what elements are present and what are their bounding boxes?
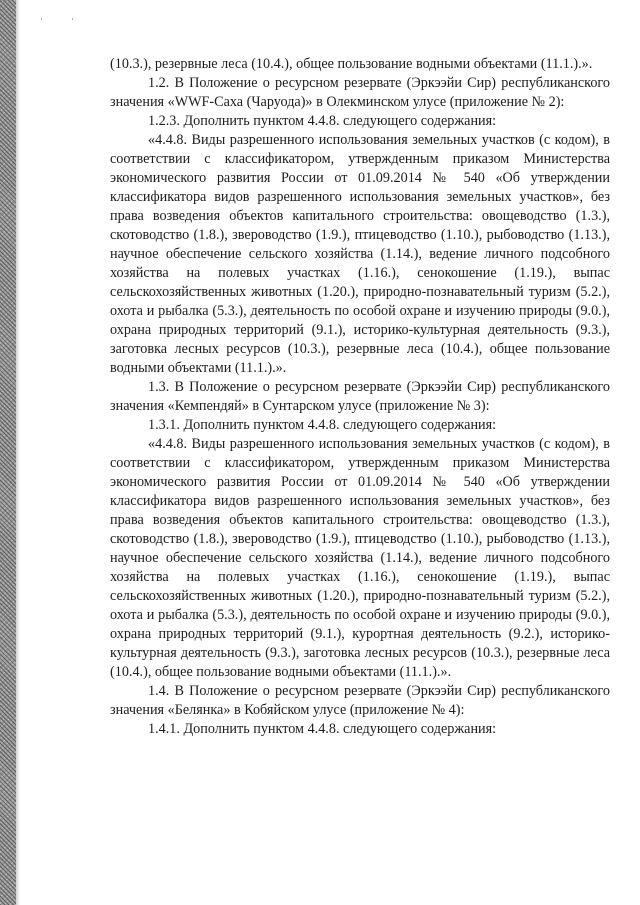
paragraph-item-1-3-1: 1.3.1. Дополнить пунктом 4.4.8. следующего содержания: [148, 417, 497, 433]
paragraph-item-1-2-3: 1.2.3. Дополнить пунктом 4.4.8. следующего содержания: [148, 113, 497, 129]
paragraph-item-1-4-1: 1.4.1. Дополнить пунктом 4.4.8. следующего содержания: [148, 721, 497, 737]
paragraph-item-1-3: 1.3. В Положение о ресурсном резервате (Эркээйи Сир) республиканского значения «Кемпендяй» в Сунтарском улусе (приложение № 3): [110, 379, 610, 414]
paragraph-quote-4-4-8-a: «4.4.8. Виды разрешенного использования земельных участков (с кодом), в соответствии с классификатором, утвержденным приказом Министерства экономического развития России от 01.09.2014 № 540 «Об утверждении классификатора видов разрешенного использования земельных участков», без права возведения объектов капитального строительства: овощеводство (1.3.), скотоводство (1.8.), звероводство (1.9.), птицеводство (1.10.), рыбоводство (1.13.), научное обеспечение сельского хозяйства (1.14.), ведение личного подсобного хозяйства на полевых участках (1.16.), сенокошение (1.19.), выпас сельскохозяйственных животных (1.20.), природно-познавательный туризм (5.2.), охота и рыбалка (5.3.), деятельность по особой охране и изучению природы (9.0.), охрана природных территорий (9.1.), историко-культурная деятельность (9.3.), заготовка лесных ресурсов (10.3.), резервные леса (10.4.), общее пользование водными объектами (11.1.).». [110, 132, 610, 376]
paragraph-item-1-2: 1.2. В Положение о ресурсном резервате (Эркээйи Сир) республиканского значения «WWF-Саха (Чаруода)» в Олекминском улусе (приложение № 2): [110, 75, 610, 110]
paragraph-quote-4-4-8-b: «4.4.8. Виды разрешенного использования земельных участков (с кодом), в соответствии с классификатором, утвержденным приказом Министерства экономического развития России от 01.09.2014 № 540 «Об утверждении классификатора видов разрешенного использования земельных участков», без права возведения объектов капитального строительства: овощеводство (1.3.), скотоводство (1.8.), звероводство (1.9.), птицеводство (1.10.), рыбоводство (1.13.), научное обеспечение сельского хозяйства (1.14.), ведение личного подсобного хозяйства на полевых участках (1.16.), сенокошение (1.19.), выпас сельскохозяйственных животных (1.20.), природно-познавательный туризм (5.2.), охота и рыбалка (5.3.), деятельность по особой охране и изучению природы (9.0.), охрана природных территорий (9.1.), курортная деятельность (9.2.), историко-культурная деятельность (9.3.), заготовка лесных ресурсов (10.3.), резервные леса (10.4.), общее пользование водными объектами (11.1.).». [110, 436, 610, 680]
document-body [110, 55, 610, 739]
scan-specks: · · [40, 14, 74, 24]
scan-edge-shadow [16, 0, 20, 905]
scan-edge [0, 0, 16, 905]
paragraph-item-1-4: 1.4. В Положение о ресурсном резервате (Эркээйи Сир) республиканского значения «Белянка» в Кобяйском улусе (приложение № 4): [110, 683, 610, 718]
paragraph-continuation: (10.3.), резервные леса (10.4.), общее пользование водными объектами (11.1.).». [110, 56, 593, 72]
